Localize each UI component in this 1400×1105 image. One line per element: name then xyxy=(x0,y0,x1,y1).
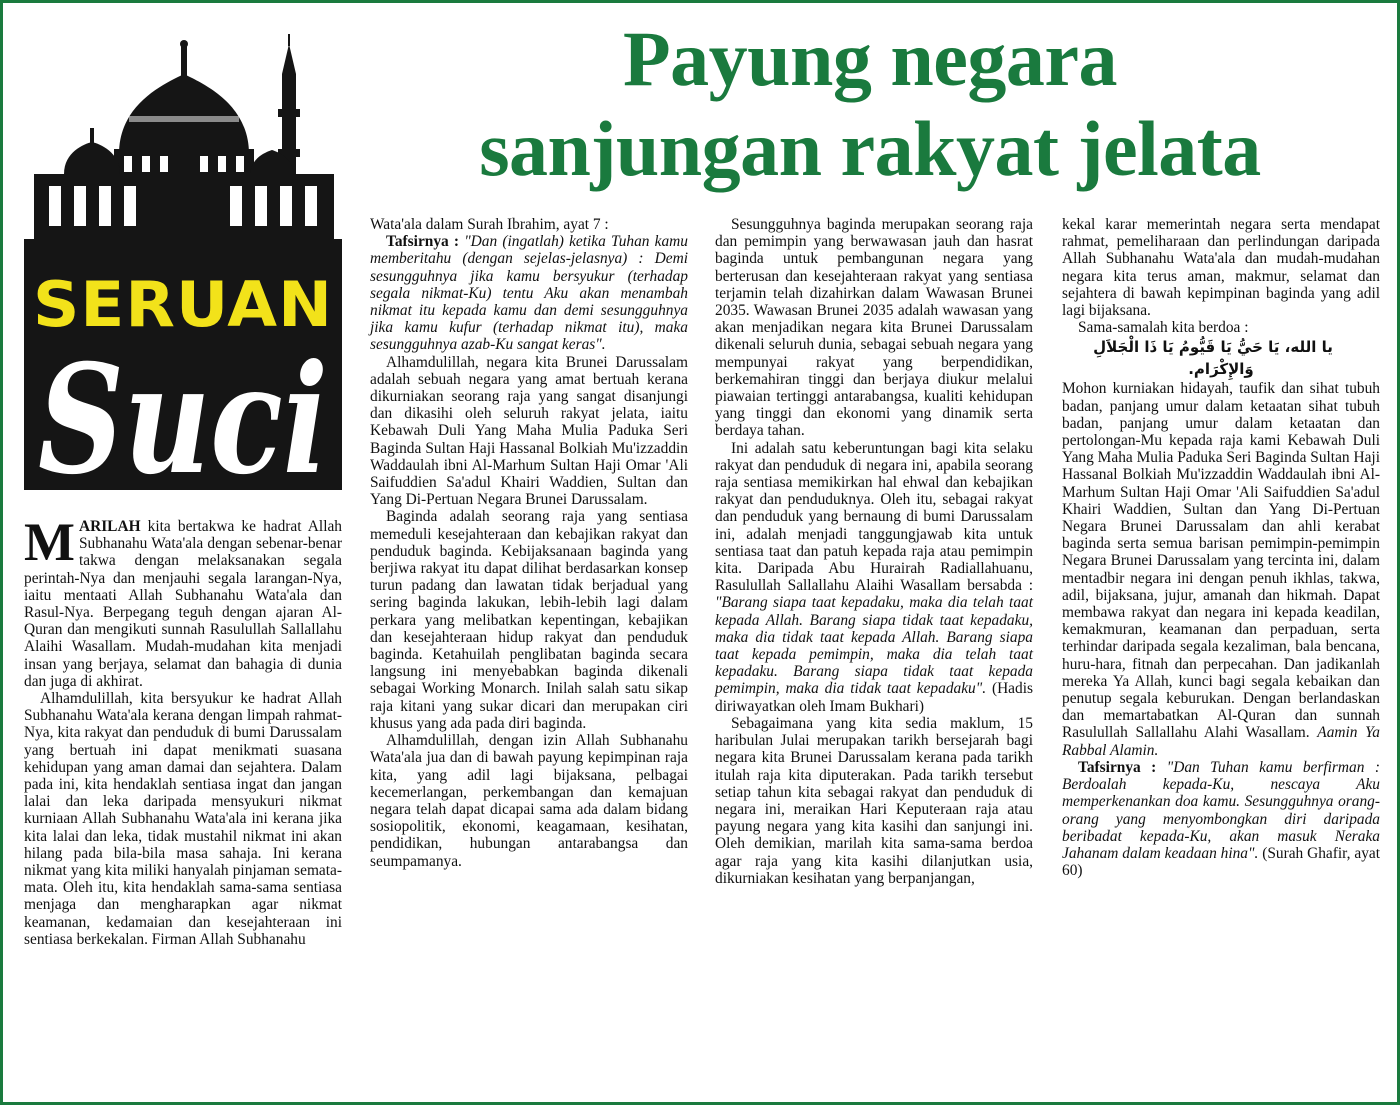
hadith-quote: "Barang siapa taat kepadaku, maka dia telah taat kepada Allah. Barang siapa tidak taat kepadaku, maka dia tidak taat kepada Allah. Barang siapa taat kepada pemimpin, maka dia telah taat kepadaku. Barang siapa tidak taat kepada pemimpin, maka dia tidak taat kepadaku". xyxy=(715,594,1033,698)
headline-line-1: Payung negara xyxy=(622,15,1118,102)
paragraph: Alhamdulillah, kita bersyukur ke hadrat Allah Subhanahu Wata'ala kerana dengan limpah rahmat-Nya, kita rakyat dan penduduk di bumi Darussalam yang bertuah ini dapat menikmati suasana kehidupan yang aman damai dan sejahtera. Dalam pada ini, kita hendaklah sentiasa ingat dan jangan lalai dan leka daripada mensyukuri nikmat kurniaan Allah Subhanahu Wata'ala ini kerana jika kita lalai dan leka, tidak mustahil nikmat ini akan hilang pada bila-bila masa sahaja. Ini kerana nikmat yang kita miliki hanyalah pinjaman semata-mata. Oleh itu, kita hendaklah sama-sama sentiasa menjaga dan mengharapkan agar nikmat keamanan, kedamaian dan kesejahteraan ini sentiasa berkekalan. Firman Allah Subhanahu xyxy=(24,690,342,948)
lead-word: ARILAH xyxy=(78,518,141,535)
paragraph: Sama-samalah kita berdoa : xyxy=(1078,319,1249,337)
tafsir-text: "Dan Tuhan kamu berfirman : Berdoalah kepada-Ku, nescaya Aku memperkenankan doa kamu. Sesungguhnya orang-orang yang menyombongkan diri daripada beribadat kepada-Ku, akan masuk Neraka Jahanam dalam keadaan hina". xyxy=(1062,758,1380,862)
headline xyxy=(352,14,1388,194)
mosque-silhouette-icon xyxy=(24,24,342,508)
tafsir-source: (Surah Ghafir, ayat 60) xyxy=(1062,844,1380,880)
paragraph: Alhamdulillah, negara kita Brunei Darussalam adalah sebuah negara yang amat bertuah kerana dikurniakan seorang raja yang sangat disanjungi dan dikasihi oleh seluruh rakyat jelata, iaitu Kebawah Duli Yang Maha Mulia Paduka Seri Baginda Sultan Haji Hassanal Bolkiah Mu'izzaddin Waddaulah ibni Al-Marhum Sultan Haji Omar 'Ali Saifuddien Sa'adul Khairi Waddien, Sultan dan Yang Di-Pertuan Negara Brunei Darussalam. xyxy=(370,353,688,509)
drop-cap: M xyxy=(24,512,75,572)
tafsir-text: "Dan (ingatlah) ketika Tuhan kamu memberitahu (dengan sejelas-jelasnya) : Demi sesungguhnya jika kamu bersyukur (terhadap segala nikmat-Ku) tentu Aku akan menambah nikmat itu kepada kamu dan demi sesungguhnya jika kamu kufur (terhadap nikmat itu), maka sesungguhnya azab-Ku sangat keras". xyxy=(370,233,688,354)
headline-line-2: sanjungan rakyat jelata xyxy=(479,105,1261,192)
seruan-suci-logo xyxy=(24,24,342,508)
article-column-3 xyxy=(715,216,1033,887)
article-column-1 xyxy=(24,512,342,948)
tafsir-label: Tafsirnya : xyxy=(386,233,460,251)
paragraph xyxy=(24,512,342,690)
paragraph xyxy=(1062,380,1380,758)
logo-word-suci: Suci xyxy=(38,332,328,508)
tafsir-paragraph xyxy=(370,233,688,353)
logo-word-seruan: SERUAN xyxy=(33,268,333,341)
article-column-4 xyxy=(1062,216,1380,879)
paragraph: Baginda adalah seorang raja yang sentiasa memeduli kesejahteraan dan kebajikan rakyat dan penduduk baginda. Kebijaksanaan baginda yang berjiwa rakyat itu dapat dilihat berdasarkan konsep turun padang dan lawatan tidak berjadual yang sering baginda lakukan, lebih-lebih lagi dalam perkara yang melibatkan kepentingan, kebajikan dan kesejahteraan hidup rakyat dan penduduk baginda. Ketahuilah penglibatan baginda secara langsung ini menyebabkan baginda dikenali sebagai Working Monarch. Inilah salah satu sikap raja kitani yang sukar dicari dan merupakan ciri khusus yang ada pada diri baginda. xyxy=(370,508,688,732)
paragraph-text: Mohon kurniakan hidayah, taufik dan sihat tubuh badan, panjang umur dalam ketaatan sihat tubuh badan, panjang umur dalam ketaatan dan pertolongan-Mu kepada raja kami Kebawah Duli Yang Maha Mulia Paduka Seri Baginda Sultan Haji Hassanal Bolkiah Mu'izzaddin Waddaulah ibni Al-Marhum Sultan Haji Omar 'Ali Saifuddien Sa'adul Khairi Waddien, Sultan dan Yang Di-Pertuan Negara Brunei Darussalam dan ahli kerabat baginda serta semua barisan pemimpin-pemimpin Negara Brunei Darussalam yang tercinta ini, dalam mentadbir negara ini dengan penuh ikhlas, takwa, adil, bijaksana, jujur, amanah dan hikmah. Dapat membawa rakyat dan negara ini kepada keadilan, kemakmuran, keamanan dan perpaduan, serta terhindar daripada segala kezaliman, bala bencana, huru-hara, fitnah dan perpecahan. Dan jadikanlah mereka Ya Allah, kunci bagi segala kebaikan dan penutup segala keburukan. Dengan berlandaskan dan memartabatkan Al-Quran dan sunnah Rasulullah Sallallahu Alahi Wasallam. xyxy=(1062,380,1380,742)
paragraph: Sebagaimana yang kita sedia maklum, 15 haribulan Julai merupakan tarikh bersejarah bagi negara kita Brunei Darussalam kerana pada tarikh itulah raja kita diputerakan. Pada tarikh tersebut setiap tahun kita sebagai rakyat dan penduduk di negara ini, meraikan Hari Keputeraan raja atau payung negara yang kita kasihi dan sanjungi ini. Oleh demikian, marilah kita sama-sama berdoa agar raja yang kita kasihi dilanjutkan usia, dikurniakan kesihatan yang berpanjangan, xyxy=(715,714,1033,887)
paragraph: Sesungguhnya baginda merupakan seorang raja dan pemimpin yang berwawasan jauh dan hasrat baginda untuk pembangunan negara yang berterusan dan kesejahteraan rakyat yang sentiasa terjamin telah dizahirkan dalam Wawasan Brunei 2035. Wawasan Brunei 2035 adalah wawasan yang akan menjadikan negara kita Brunei Darussalam dikenali seluruh dunia, sebagai sebuah negara yang mempunyai rakyat yang berpendidikan, berkemahiran tinggi dan berjaya diukur melalui piawaian tertinggi antarabangsa, kualiti kehidupan yang tinggi dan ekonomi yang dinamik serta berdaya tahan. xyxy=(715,216,1033,440)
paragraph xyxy=(715,440,1033,715)
amin-text: Aamin Ya Rabbal Alamin. xyxy=(1062,724,1380,759)
hadith-source: (Hadis diriwayatkan oleh Imam Bukhari) xyxy=(715,680,1033,715)
article-column-2 xyxy=(370,216,688,870)
arabic-prayer: يا الله، يَا حَيُّ يَا قَيُّومُ يَا ذَا الْجَلاَلِ وَالإِكْرَام. xyxy=(1093,338,1333,379)
paragraph-text: Ini adalah satu keberuntungan bagi kita selaku rakyat dan penduduk di negara ini, apabila seorang raja sentiasa memikirkan hal ehwal dan kebajikan rakyat dan penduduknya. Oleh itu, sebagai rakyat dan penduduk yang bernaung di bumi Darussalam ini, adalah menjadi tanggungjawab kita untuk sentiasa taat dan patuh kepada raja atau pemimpin kita. Daripada Abu Hurairah Radiallahuanu, Rasulullah Sallallahu Alaihi Wasallam bersabda : xyxy=(715,439,1033,595)
paragraph: Alhamdulillah, dengan izin Allah Subhanahu Wata'ala jua dan di bawah payung kepimpinan raja kita, yang adil lagi bijaksana, pelbagai kecemerlangan, perkembangan dan kemajuan negara telah dapat dicapai sama ada dalam bidang sosiopolitik, ekonomi, keagamaan, kesihatan, pendidikan, hubungan antarabangsa dan seumpamanya. xyxy=(370,732,688,870)
tafsir-label: Tafsirnya : xyxy=(1078,758,1157,776)
tafsir-paragraph xyxy=(1062,759,1380,879)
paragraph-text: kita bertakwa ke hadrat Allah Subhanahu Wata'ala dengan sebenar-benar takwa dengan melaksanakan segala perintah-Nya dan menjauhi segala larangan-Nya, iaitu mentaati Allah Subhanahu Wata'ala dan Rasul-Nya. Berpegang teguh dengan ajaran Al-Quran dan mengikuti sunnah Rasulullah Sallallahu Alaihi Wasallam. Mudah-mudahan kita menjadi insan yang berjaya, selamat dan bahagia di dunia dan juga di akhirat. xyxy=(24,518,342,690)
paragraph: Wata'ala dalam Surah Ibrahim, ayat 7 : xyxy=(370,216,609,233)
paragraph: kekal karar memerintah negara serta mendapat rahmat, pemeliharaan dan perlindungan daripada Allah Subhanahu Wata'ala dan mudah-mudahan negara kita terus aman, makmur, selamat dan sejahtera di bawah kepimpinan baginda yang adil lagi bijaksana. xyxy=(1062,216,1380,320)
